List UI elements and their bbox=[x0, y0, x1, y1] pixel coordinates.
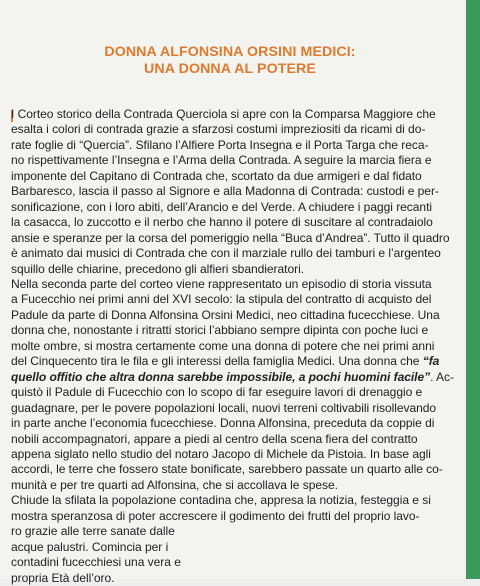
text-line: I Corteo storico della Contrada Querciola si apre con la Comparsa Maggiore che bbox=[11, 107, 436, 121]
text-line: molte ombre, si mostra certamente come una donna di potere che nei primi anni bbox=[11, 338, 435, 353]
text-line: no rispettivamente l’Insegna e l’Arma della Contrada. A seguire la marcia fiera e bbox=[11, 153, 432, 168]
historical-quote: quello offitio che altra donna sarebbe impossibile, a pochi huomini facile” bbox=[11, 369, 431, 384]
text-line: Padule da parte di Donna Alfonsina Orsini Medici, neo cittadina fucecchiese. Una bbox=[11, 307, 440, 322]
text-line: a Fucecchio nei primi anni del XVI secolo: la stipula del contratto di acquisto del bbox=[11, 292, 432, 307]
text-line: ansie e speranze per la corsa del pomeriggio nella “Buca d’Andrea”. Tutto il quadro bbox=[11, 230, 450, 245]
title-line-1: DONNA ALFONSINA ORSINI MEDICI: bbox=[104, 44, 356, 60]
text-line: la casacca, lo zuccotto e il nerbo che hanno il potere di suscitare al contradaiolo bbox=[11, 215, 433, 230]
text-line: esalta i colori di contrada grazie a sfarzosi costumi impreziositi da ricami di do- bbox=[11, 122, 426, 137]
paragraph-1 bbox=[11, 107, 457, 277]
text-line: imponente del Capitano di Contrada che, scortato da due armigeri e dal fidato bbox=[11, 168, 422, 183]
text-line: propria Età dell’oro. bbox=[11, 570, 115, 585]
text-line: accordi, le terre che fossero state bonificate, sarebbero passate un quarto alle co- bbox=[11, 462, 443, 477]
article-body bbox=[11, 107, 457, 586]
paragraph-3 bbox=[11, 493, 457, 586]
title-line-2: UNA DONNA AL POTERE bbox=[144, 61, 316, 77]
text-line: Chiude la sfilata la popolazione contadina che, appresa la notizia, festeggia e si bbox=[11, 493, 431, 508]
text-line: guadagnare, per le povere popolazioni locali, nuovi terreni coltivabili risollevando bbox=[11, 400, 437, 415]
article-title bbox=[40, 44, 420, 78]
text-line: Barbaresco, lascia il passo al Signore e alla Madonna di Contrada: custodi e per- bbox=[11, 184, 439, 199]
text-line: mostra speranzosa di poter accrescere il godimento dei frutti del proprio lavo- bbox=[11, 508, 420, 523]
text-line: squillo delle chiarine, precedono gli alfieri sbandieratori. bbox=[11, 261, 304, 276]
text-line: rate foglie di “Quercia”. Sfilano l’Alfiere Porta Insegna e il Porta Targa che reca- bbox=[11, 137, 429, 152]
text-line bbox=[11, 354, 457, 369]
text-line: nobili accompagnatori, appare a piedi al centro della scena fiera del contratto bbox=[11, 431, 418, 446]
text-line: è animato dai musici di Contrada che con il marziale rullo dei tamburi e l’argenteo bbox=[11, 246, 441, 261]
text-segment: . Ac- bbox=[430, 369, 454, 384]
text-line: acque palustri. Comincia per i bbox=[11, 539, 169, 554]
text-line: Nella seconda parte del corteo viene rappresentato un episodio di storia vissuta bbox=[11, 276, 432, 291]
side-color-bar bbox=[466, 0, 480, 579]
text-line bbox=[11, 370, 457, 385]
text-line: quistò il Padule di Fucecchio con lo scopo di far eseguire lavori di drenaggio e bbox=[11, 385, 423, 400]
text-line: in parte anche l’economia fucecchiese. Donna Alfonsina, preceduta da coppie di bbox=[11, 416, 435, 431]
text-line: munità e per tre quarti ad Alfonsina, che si accollava le spese. bbox=[11, 477, 338, 492]
text-segment: del Cinquecento tira le fila e gli interessi della famiglia Medici. Una donna che bbox=[11, 354, 423, 369]
historical-quote: “fa bbox=[422, 354, 440, 369]
text-line: appena siglato nello studio del notaro Jacopo di Michele da Pistoia. In base agli bbox=[11, 446, 431, 461]
text-line: ro grazie alle terre sanate dalle bbox=[11, 524, 175, 539]
text-line: donna che, nonostante i ritratti storici l’abbiano sempre dipinta con poche luci e bbox=[11, 323, 429, 338]
text-line: contadini fucecchiesi una vera e bbox=[11, 555, 181, 570]
paragraph-2 bbox=[11, 277, 457, 493]
text-line: sonificazione, con i loro abiti, dell’Arancio e del Verde. A chiudere i paggi recanti bbox=[11, 199, 432, 214]
